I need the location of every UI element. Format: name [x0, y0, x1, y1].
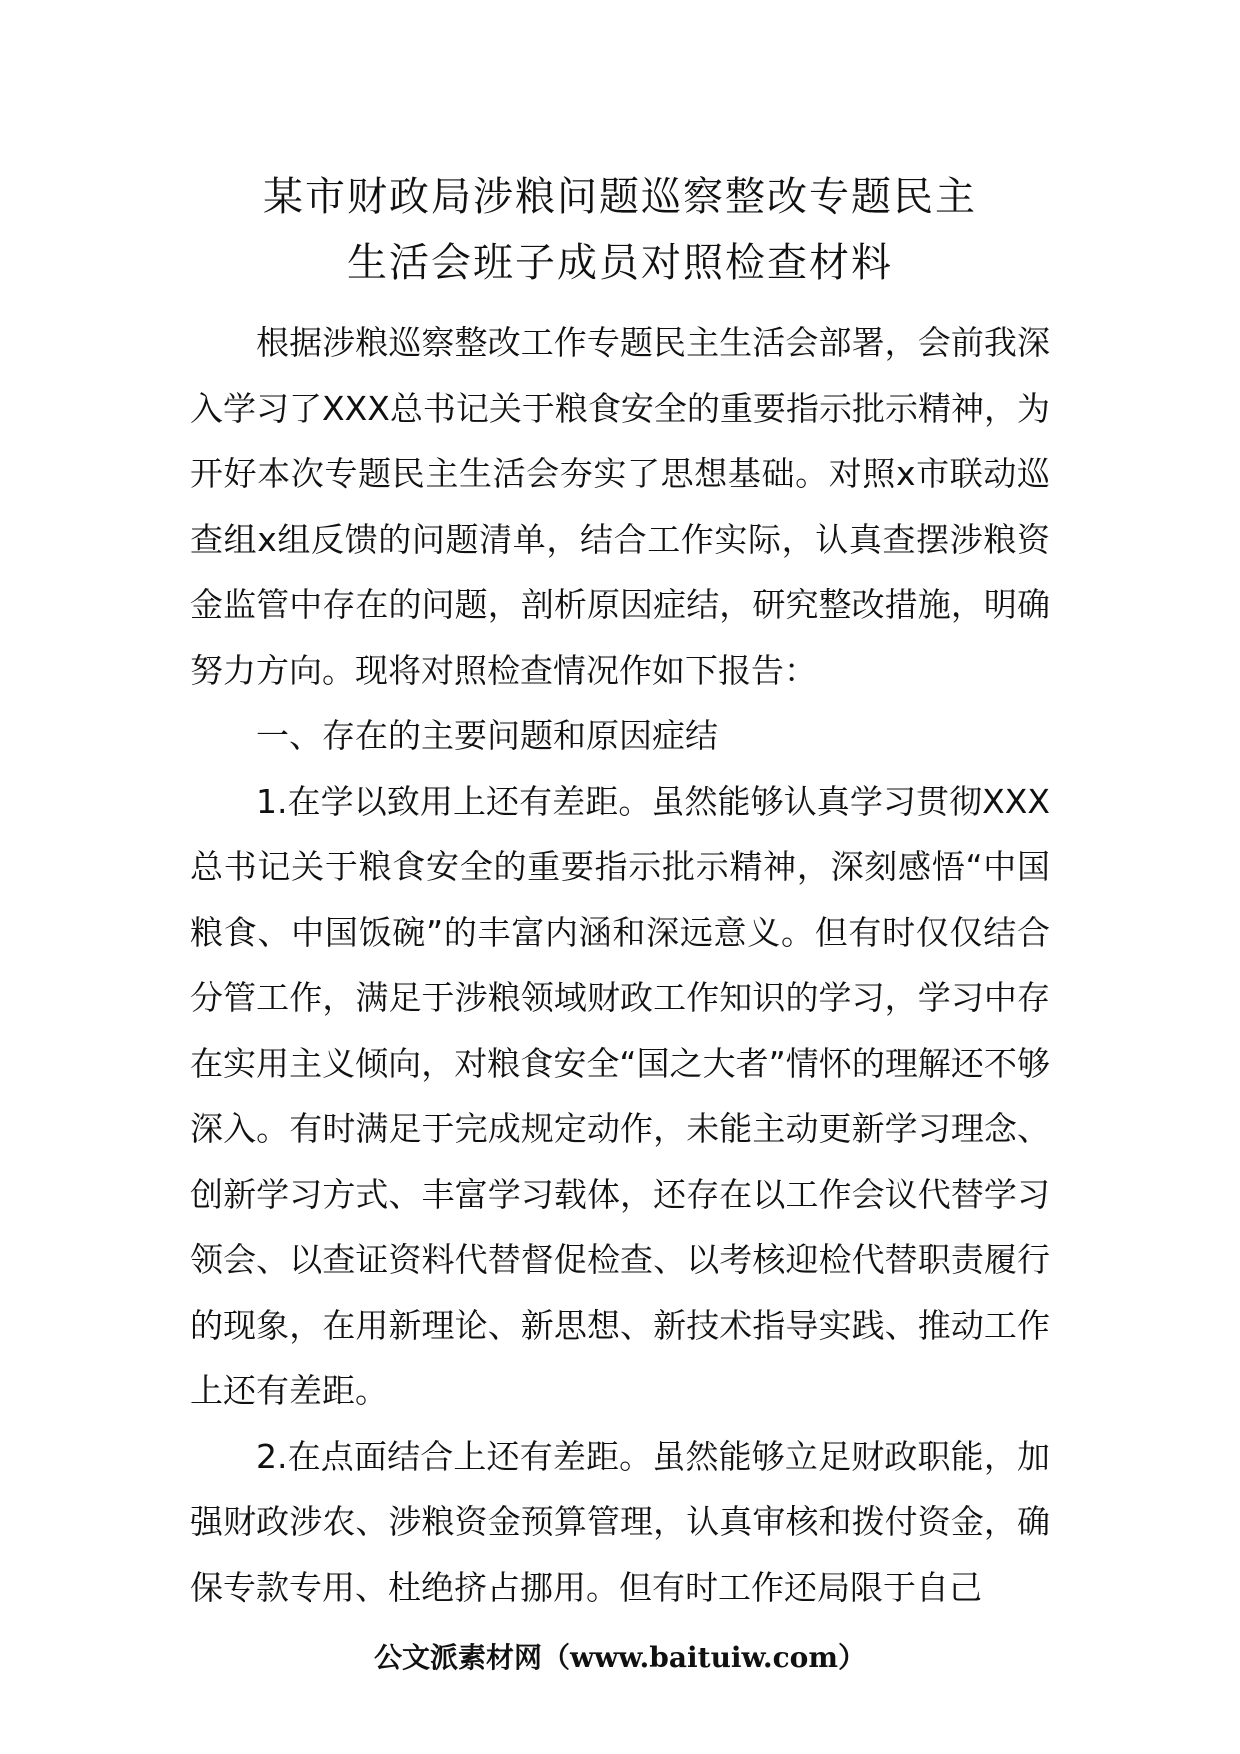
paragraph-intro: 根据涉粮巡察整改工作专题民主生活会部署，会前我深入学习了XXX总书记关于粮食安全的重要指示批示精神，为开好本次专题民主生活会夯实了思想基础。对照x市联动巡查组x组反馈的问题清单，结合工作实际，认真查摆涉粮资金监管中存在的问题，剖析原因症结，研究整改措施，明确努力方向。现将对照检查情况作如下报告： [190, 323, 1050, 690]
paragraph-item-2: 2.在点面结合上还有差距。虽然能够立足财政职能，加强财政涉农、涉粮资金预算管理，认真审核和拨付资金，确保专款专用、杜绝挤占挪用。但有时工作还局限于自己 [190, 1436, 1050, 1607]
document-title-line-1: 某市财政局涉粮问题巡察整改专题民主 [263, 174, 977, 220]
document-title-line-2: 生活会班子成员对照检查材料 [347, 240, 893, 286]
document-body [190, 310, 1050, 1620]
footer-watermark: 公文派素材网（www.baituiw.com） [374, 1641, 866, 1674]
section-heading-1: 一、存在的主要问题和原因症结 [256, 716, 718, 755]
paragraph-item-1: 1.在学以致用上还有差距。虽然能够认真学习贯彻XXX总书记关于粮食安全的重要指示批示精神，深刻感悟“中国粮食、中国饭碗”的丰富内涵和深远意义。但有时仅仅结合分管工作，满足于涉粮领域财政工作知识的学习，学习中存在实用主义倾向，对粮食安全“国之大者”情怀的理解还不够深入。有时满足于完成规定动作，未能主动更新学习理念、创新学习方式、丰富学习载体，还存在以工作会议代替学习领会、以查证资料代替督促检查、以考核迎检代替职责履行的现象，在用新理论、新思想、新技术指导实践、推动工作上还有差距。 [190, 781, 1050, 1410]
